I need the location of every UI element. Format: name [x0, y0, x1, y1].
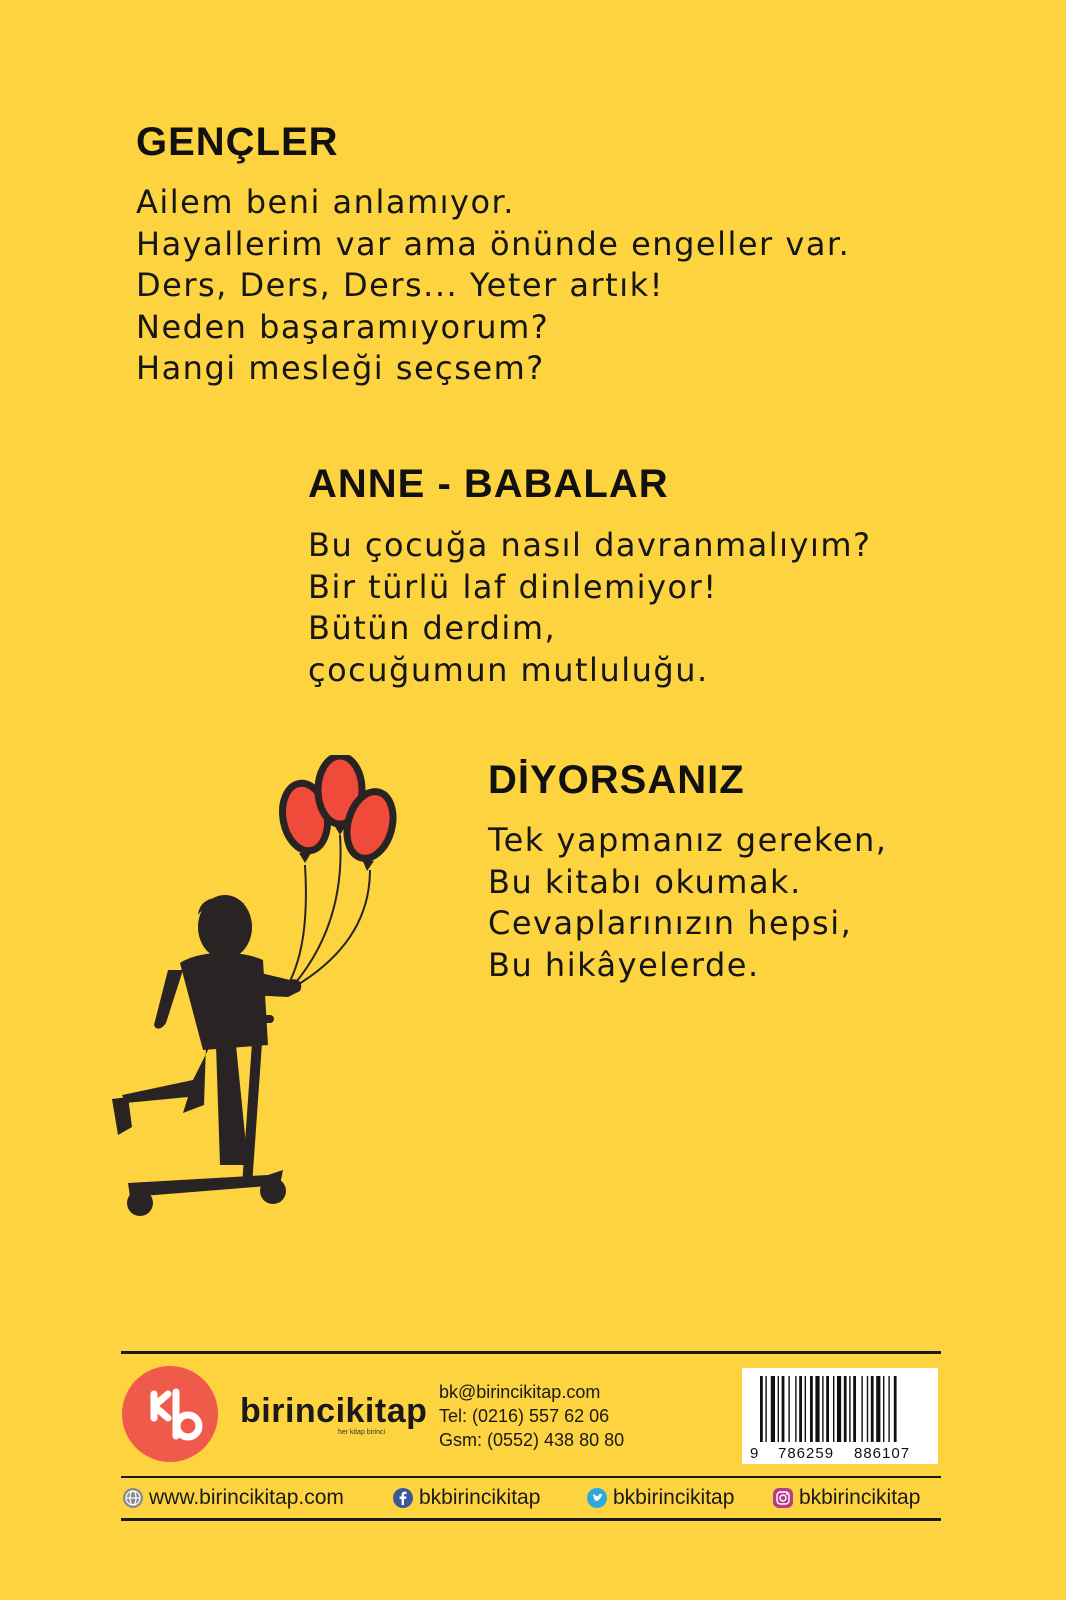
barcode-bar	[883, 1376, 884, 1442]
barcode-digits-left: 786259	[778, 1445, 835, 1462]
barcode-bar	[795, 1376, 796, 1442]
barcode-bar	[888, 1376, 889, 1442]
twitter-icon	[587, 1488, 607, 1508]
barcode-bar	[815, 1376, 819, 1442]
footer-website[interactable]	[123, 1486, 344, 1510]
footer-middle-rule	[121, 1476, 941, 1478]
text-line: Ders, Ders, Ders... Yeter artık!	[136, 266, 664, 304]
barcode-bars	[742, 1374, 938, 1446]
barcode-bar	[876, 1376, 880, 1442]
barcode-bar	[871, 1376, 874, 1442]
footer-bottom-rule	[121, 1518, 941, 1521]
barcode-bar	[861, 1376, 862, 1442]
section-text-diyorsaniz	[488, 820, 887, 986]
balloons	[277, 756, 400, 864]
facebook-handle[interactable]: bkbirincikitap	[419, 1486, 541, 1509]
barcode-bar	[867, 1376, 868, 1442]
section-title-diyorsaniz: DİYORSANIZ	[488, 758, 745, 802]
text-line: Bu hikâyelerde.	[488, 945, 760, 984]
barcode-bar	[810, 1376, 813, 1442]
barcode-digits-right: 886107	[854, 1445, 911, 1462]
text-line: Bütün derdim,	[308, 609, 557, 647]
footer-top-rule	[121, 1351, 941, 1354]
text-line: Tek yapmanız gereken,	[488, 821, 888, 859]
barcode-bar	[833, 1376, 834, 1442]
facebook-icon	[393, 1488, 413, 1508]
barcode-bar	[782, 1376, 785, 1442]
text-line: Bu kitabı okumak.	[488, 862, 802, 901]
barcode-bar	[853, 1376, 856, 1442]
barcode-bar	[778, 1376, 779, 1442]
text-line: Cevaplarınızın hepsi,	[488, 904, 853, 942]
section-title-anne-babalar: ANNE - BABALAR	[308, 462, 669, 506]
contact-tel: Tel: (0216) 557 62 06	[439, 1406, 610, 1426]
publisher-name: birincikitap	[240, 1392, 428, 1430]
barcode-bar	[837, 1376, 841, 1442]
text-line: Hayallerim var ama önünde engeller var.	[136, 224, 851, 263]
barcode-bar	[844, 1376, 847, 1442]
barcode-bar	[771, 1376, 775, 1442]
publisher-contact	[439, 1380, 624, 1452]
section-text-gencler	[136, 182, 850, 390]
section-title-gencler: GENÇLER	[136, 120, 339, 164]
publisher-logo	[122, 1366, 218, 1462]
barcode-bar	[826, 1376, 829, 1442]
barcode-bar	[765, 1376, 766, 1442]
text-line: Hangi mesleği seçsem?	[136, 349, 545, 387]
contact-email[interactable]: bk@birincikitap.com	[439, 1382, 601, 1402]
twitter-handle[interactable]: bkbirincikitap	[613, 1486, 735, 1509]
barcode-bar	[805, 1376, 806, 1442]
footer-instagram[interactable]	[773, 1486, 920, 1510]
section-text-anne-babalar	[308, 525, 872, 691]
kb-logo-icon	[122, 1366, 218, 1462]
text-line: Neden başaramıyorum?	[136, 307, 550, 346]
publisher-tagline: her kitap birinci	[338, 1429, 386, 1436]
text-line: çocuğumun mutluluğu.	[308, 650, 709, 689]
barcode-bar	[799, 1376, 802, 1442]
barcode-bar	[760, 1376, 763, 1442]
globe-icon	[123, 1488, 143, 1508]
child-scooter-balloons-illustration	[108, 755, 418, 1225]
barcode-bar	[788, 1376, 789, 1442]
isbn-barcode	[742, 1368, 938, 1464]
footer-facebook[interactable]	[393, 1486, 540, 1510]
text-line: Bir türlü laf dinlemiyor!	[308, 567, 718, 606]
contact-gsm: Gsm: (0552) 438 80 80	[439, 1430, 625, 1450]
instagram-icon	[773, 1488, 793, 1508]
barcode-digit-first: 9	[750, 1445, 759, 1462]
footer-twitter[interactable]	[587, 1486, 734, 1510]
instagram-handle[interactable]: bkbirincikitap	[799, 1486, 921, 1509]
website-link[interactable]: www.birincikitap.com	[149, 1486, 344, 1509]
barcode-bar	[849, 1376, 850, 1442]
text-line: Ailem beni anlamıyor.	[136, 183, 515, 221]
barcode-bar	[894, 1376, 897, 1442]
barcode-bar	[822, 1376, 823, 1442]
text-line: Bu çocuğa nasıl davranmalıyım?	[308, 526, 872, 564]
